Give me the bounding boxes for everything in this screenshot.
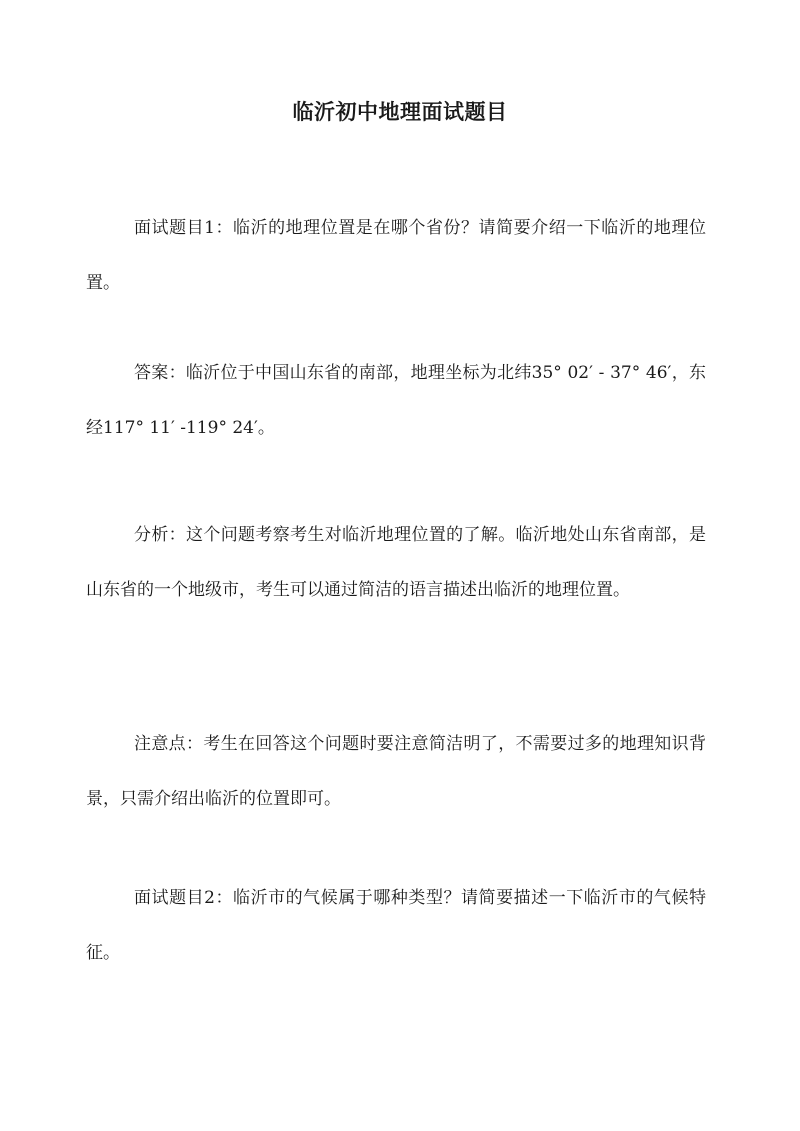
analysis-1-paragraph: 分析：这个问题考察考生对临沂地理位置的了解。临沂地处山东省南部，是山东省的一个地级市，考生可以通过简洁的语言描述出临沂的地理位置。 xyxy=(86,525,706,600)
document-title: 临沂初中地理面试题目 xyxy=(292,99,508,124)
answer-1-paragraph: 答案：临沂位于中国山东省的南部，地理坐标为北纬35° 02′ - 37° 46′，东经117° 11′ -119° 24′。 xyxy=(86,363,706,438)
question-1-paragraph: 面试题目1：临沂的地理位置是在哪个省份？请简要介绍一下临沂的地理位置。 xyxy=(86,218,706,293)
question-2-paragraph: 面试题目2：临沂市的气候属于哪种类型？请简要描述一下临沂市的气候特征。 xyxy=(86,888,706,963)
note-1-paragraph: 注意点：考生在回答这个问题时要注意简洁明了，不需要过多的地理知识背景，只需介绍出临沂的位置即可。 xyxy=(86,734,706,809)
